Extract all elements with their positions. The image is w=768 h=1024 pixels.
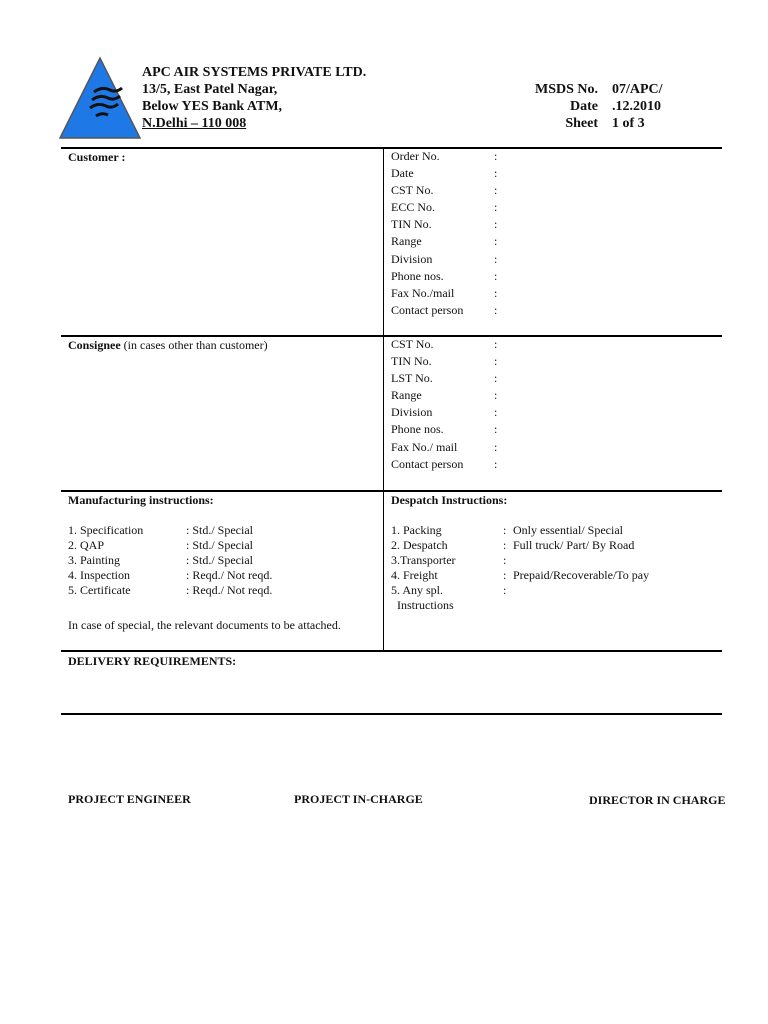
field-label: CST No. [391, 183, 434, 198]
field-separator: : [494, 149, 498, 163]
consignee-fields [391, 336, 497, 473]
field-row [391, 199, 497, 216]
item-label: 1. Specification [68, 523, 144, 537]
list-item [68, 538, 272, 553]
item-label: 3.Transporter [391, 553, 456, 567]
field-row [391, 182, 497, 199]
signature-director: DIRECTOR IN CHARGE [589, 793, 726, 807]
field-row [391, 421, 497, 438]
field-row [391, 404, 497, 421]
field-separator: : [494, 217, 498, 232]
date-value: .12.2010 [612, 99, 661, 114]
field-row [391, 370, 497, 387]
item-label: 2. QAP [68, 538, 105, 552]
consignee-note: (in cases other than customer) [120, 338, 268, 352]
signature-project-engineer: PROJECT ENGINEER [68, 792, 191, 806]
list-item [391, 568, 649, 583]
field-label: Range [391, 388, 422, 403]
item-value: Only essential/ Special [513, 523, 623, 537]
despatch-heading: Despatch Instructions: [391, 493, 508, 507]
signature-project-incharge: PROJECT IN-CHARGE [294, 792, 423, 806]
field-row [391, 268, 497, 285]
item-value: : Reqd./ Not reqd. [186, 568, 273, 582]
field-label: Order No. [391, 149, 440, 163]
company-logo [58, 56, 142, 140]
field-label: ECC No. [391, 200, 436, 215]
company-address-line2: Below YES Bank ATM, [142, 99, 283, 114]
field-row [391, 336, 497, 353]
field-separator: : [494, 234, 498, 249]
field-label: Contact person [391, 456, 464, 471]
item-value: : Reqd./ Not reqd. [186, 583, 273, 597]
field-separator: : [494, 388, 498, 403]
item-separator: : [503, 583, 507, 597]
field-row [391, 165, 497, 182]
field-label: Fax No./mail [391, 285, 455, 300]
manufacturing-heading: Manufacturing instructions: [68, 493, 214, 507]
field-row [391, 439, 497, 456]
customer-heading: Customer : [68, 150, 126, 164]
item-label: 2. Despatch [391, 538, 448, 552]
item-value: Prepaid/Recoverable/To pay [513, 568, 650, 582]
sheet-value: 1 of 3 [612, 116, 645, 131]
field-row [391, 251, 497, 268]
company-address-line1: 13/5, East Patel Nagar, [142, 82, 278, 97]
field-label: LST No. [391, 371, 433, 386]
item-label: Instructions [397, 598, 454, 612]
item-separator: : [503, 553, 507, 567]
item-value: : Std./ Special [186, 553, 253, 567]
field-label: Division [391, 251, 433, 266]
field-separator: : [494, 268, 498, 283]
list-item [68, 568, 272, 583]
column-divider [383, 148, 384, 651]
field-label: Phone nos. [391, 268, 444, 283]
field-row [391, 456, 497, 473]
company-city: N.Delhi – 110 008 [142, 116, 247, 131]
list-item [391, 583, 649, 598]
field-label: TIN No. [391, 354, 432, 369]
field-separator: : [494, 456, 498, 471]
item-label: 1. Packing [391, 523, 442, 537]
field-separator: : [494, 200, 498, 215]
field-label: CST No. [391, 337, 434, 351]
item-separator: : [503, 568, 507, 582]
field-separator: : [494, 439, 498, 454]
list-item-continuation [391, 598, 649, 613]
item-value: : Std./ Special [186, 523, 253, 537]
list-item [391, 523, 649, 538]
field-separator: : [494, 371, 498, 386]
item-label: 4. Freight [391, 568, 438, 582]
company-header [142, 64, 366, 132]
company-name: APC AIR SYSTEMS PRIVATE LTD. [142, 65, 367, 80]
list-item [68, 553, 272, 568]
field-separator: : [494, 183, 498, 198]
field-separator: : [494, 422, 498, 437]
field-label: Fax No./ mail [391, 439, 458, 454]
item-value: Full truck/ Part/ By Road [513, 538, 635, 552]
field-row [391, 148, 497, 165]
list-item [68, 523, 272, 538]
field-label: Division [391, 405, 433, 420]
manufacturing-note: In case of special, the relevant documents to be attached. [68, 618, 341, 632]
msds-value: 07/APC/ [612, 82, 663, 97]
field-separator: : [494, 405, 498, 420]
despatch-list [391, 523, 649, 613]
msds-label: MSDS No. [534, 82, 598, 97]
field-row [391, 353, 497, 370]
field-label: Range [391, 234, 422, 249]
field-row [391, 302, 497, 319]
field-separator: : [494, 285, 498, 300]
field-separator: : [494, 354, 498, 369]
list-item [68, 583, 272, 598]
item-label: 5. Certificate [68, 583, 131, 597]
rule-delivery-bottom [61, 713, 722, 715]
field-label: TIN No. [391, 217, 432, 232]
field-separator: : [494, 251, 498, 266]
list-item [391, 538, 649, 553]
field-label: Date [391, 166, 414, 181]
consignee-heading: Consignee [68, 338, 121, 352]
list-item [391, 553, 649, 568]
field-row [391, 216, 497, 233]
delivery-heading: DELIVERY REQUIREMENTS: [68, 654, 237, 668]
field-label: Phone nos. [391, 422, 444, 437]
sheet-label: Sheet [565, 116, 598, 131]
manufacturing-list [68, 523, 272, 598]
meta-labels [535, 81, 598, 132]
field-row [391, 233, 497, 250]
field-row [391, 285, 497, 302]
item-separator: : [503, 538, 507, 552]
consignee-heading-row [68, 337, 268, 354]
field-separator: : [494, 302, 498, 317]
item-label: 5. Any spl. [391, 583, 444, 597]
item-label: 3. Painting [68, 553, 121, 567]
field-row [391, 387, 497, 404]
field-separator: : [494, 166, 498, 181]
item-separator: : [503, 523, 507, 537]
date-label: Date [570, 99, 598, 114]
field-separator: : [494, 337, 498, 351]
rule-instructions-bottom [61, 650, 722, 652]
item-label: 4. Inspection [68, 568, 130, 582]
customer-fields [391, 148, 497, 319]
field-label: Contact person [391, 302, 464, 317]
meta-values [612, 81, 663, 132]
item-value: : Std./ Special [186, 538, 253, 552]
